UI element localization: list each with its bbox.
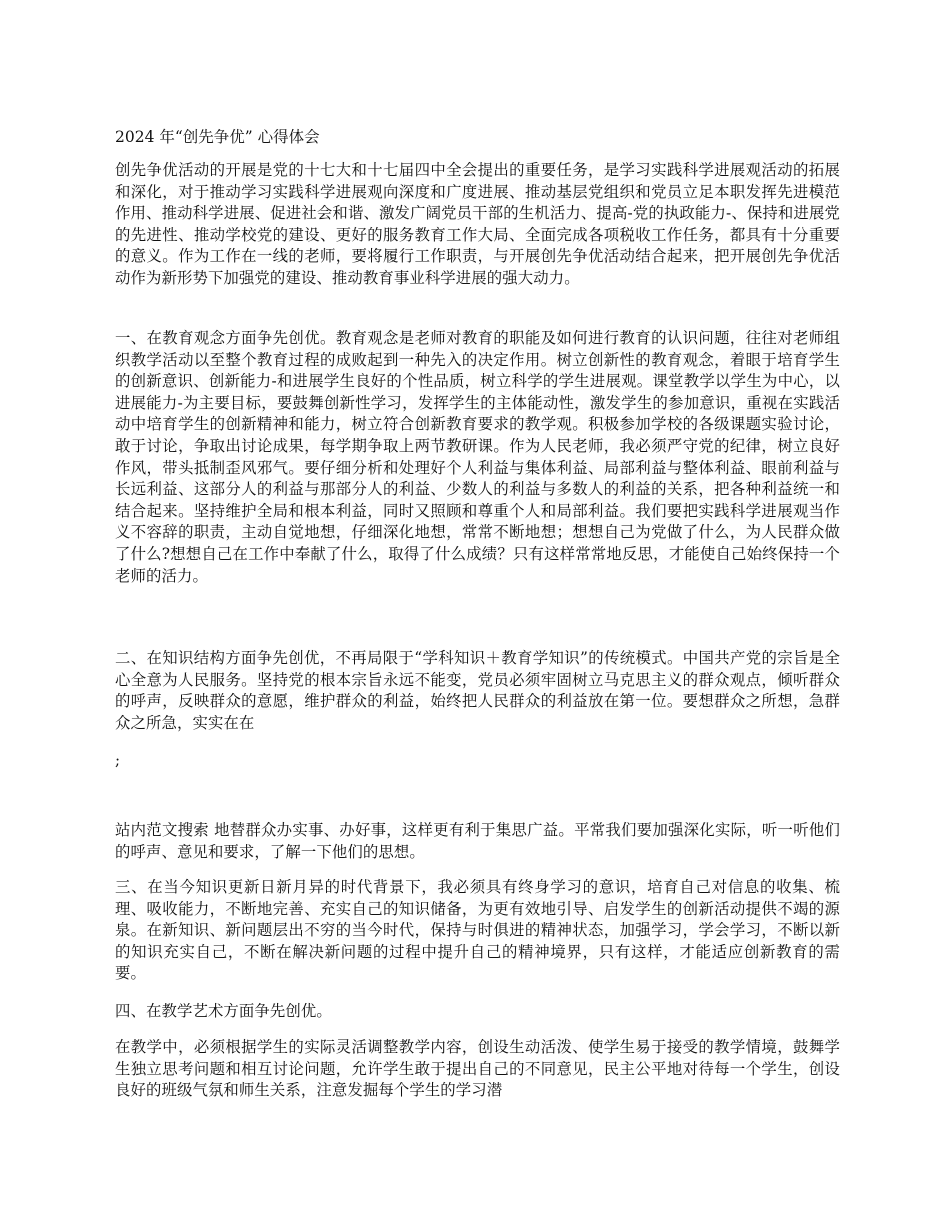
document-title: 2024 年“创先争优” 心得体会 (115, 128, 320, 146)
paragraph-intro: 创先争优活动的开展是党的十七大和十七届四中全会提出的重要任务，是学习实践科学进展观活动的拓展和深化，对于推动学习实践科学进展观向深度和广度进展、推动基层党组织和党员立足本职发挥先进模范作用、推动科学进展、促进社会和谐、激发广阔党员干部的生机活力、提高-党的执政能力-、保持和进展党的先进性、推动学校党的建设、更好的服务教育工作大局、全面完成各项税收工作任务，都具有十分重要的意义。作为工作在一线的老师，要将履行工作职责，与开展创先争优活动结合起来，把开展创先争优活动作为新形势下加强党的建设、推动教育事业科学进展的强大动力。 (115, 161, 840, 287)
paragraph-knowledge-structure: 二、在知识结构方面争先创优，不再局限于“学科知识＋教育学知识”的传统模式。中国共产党的宗旨是全心全意为人民服务。坚持党的根本宗旨永远不能变，党员必须牢固树立马克思主义的群众观点，倾听群众的呼声，反映群众的意愿，维护群众的利益，始终把人民群众的利益放在第一位。要想群众之所想，急群众之所急，实实在在 (115, 649, 840, 732)
paragraph-site-search: 站内范文搜索 地替群众办实事、办好事，这样更有利于集思广益。平常我们要加强深化实际，听一听他们的呼声、意见和要求，了解一下他们的思想。 (115, 821, 840, 861)
paragraph-teaching-art-heading: 四、在教学艺术方面争先创优。 (115, 1002, 332, 1020)
paragraph-separator: ; (115, 751, 121, 769)
paragraph-lifelong-learning: 三、在当今知识更新日新月异的时代背景下，我必须具有终身学习的意识，培育自己对信息的收集、梳理、吸收能力，不断地完善、充实自己的知识储备，为更有效地引导、启发学生的创新活动提供不竭的源泉。在新知识、新问题层出不穷的当今时代，保持与时俱进的精神状态，加强学习，学会学习，不断以新的知识充实自己，不断在解决新问题的过程中提升自己的精神境界，只有这样，才能适应创新教育的需要。 (115, 878, 840, 983)
paragraph-teaching-practice: 在教学中，必须根据学生的实际灵活调整教学内容，创设生动活泼、使学生易于接受的教学情境，鼓舞学生独立思考问题和相互讨论问题，允许学生敢于提出自己的不同意见，民主公平地对待每一个学生，创设良好的班级气氛和师生关系，注意发掘每个学生的学习潜 (115, 1038, 840, 1100)
paragraph-education-concept: 一、在教育观念方面争先创优。教育观念是老师对教育的职能及如何进行教育的认识问题，往往对老师组织教学活动以至整个教育过程的成败起到一种先入的决定作用。树立创新性的教育观念，着眼于培育学生的创新意识、创新能力-和进展学生良好的个性品质，树立科学的学生进展观。课堂教学以学生为中心，以进展能力-为主要目标，要鼓舞创新性学习，发挥学生的主体能动性，激发学生的参加意识，重视在实践活动中培育学生的创新精神和能力，树立符合创新教育要求的教学观。积极参加学校的各级课题实验讨论，敢于讨论，争取出讨论成果，每学期争取上两节教研课。作为人民老师，我必须严守党的纪律，树立良好作风，带头抵制歪风邪气。要仔细分析和处理好个人利益与集体利益、局部利益与整体利益、眼前利益与长远利益、这部分人的利益与那部分人的利益、少数人的利益与多数人的利益的关系，把各种利益统一和结合起来。坚持维护全局和根本利益，同时又照顾和尊重个人和局部利益。我们要把实践科学进展观当作义不容辞的职责，主动自觉地想，仔细深化地想，常常不断地想；想想自己为党做了什么，为人民群众做了什么?想想自己在工作中奉献了什么，取得了什么成绩？只有这样常常地反思，才能使自己始终保持一个老师的活力。 (115, 329, 840, 585)
